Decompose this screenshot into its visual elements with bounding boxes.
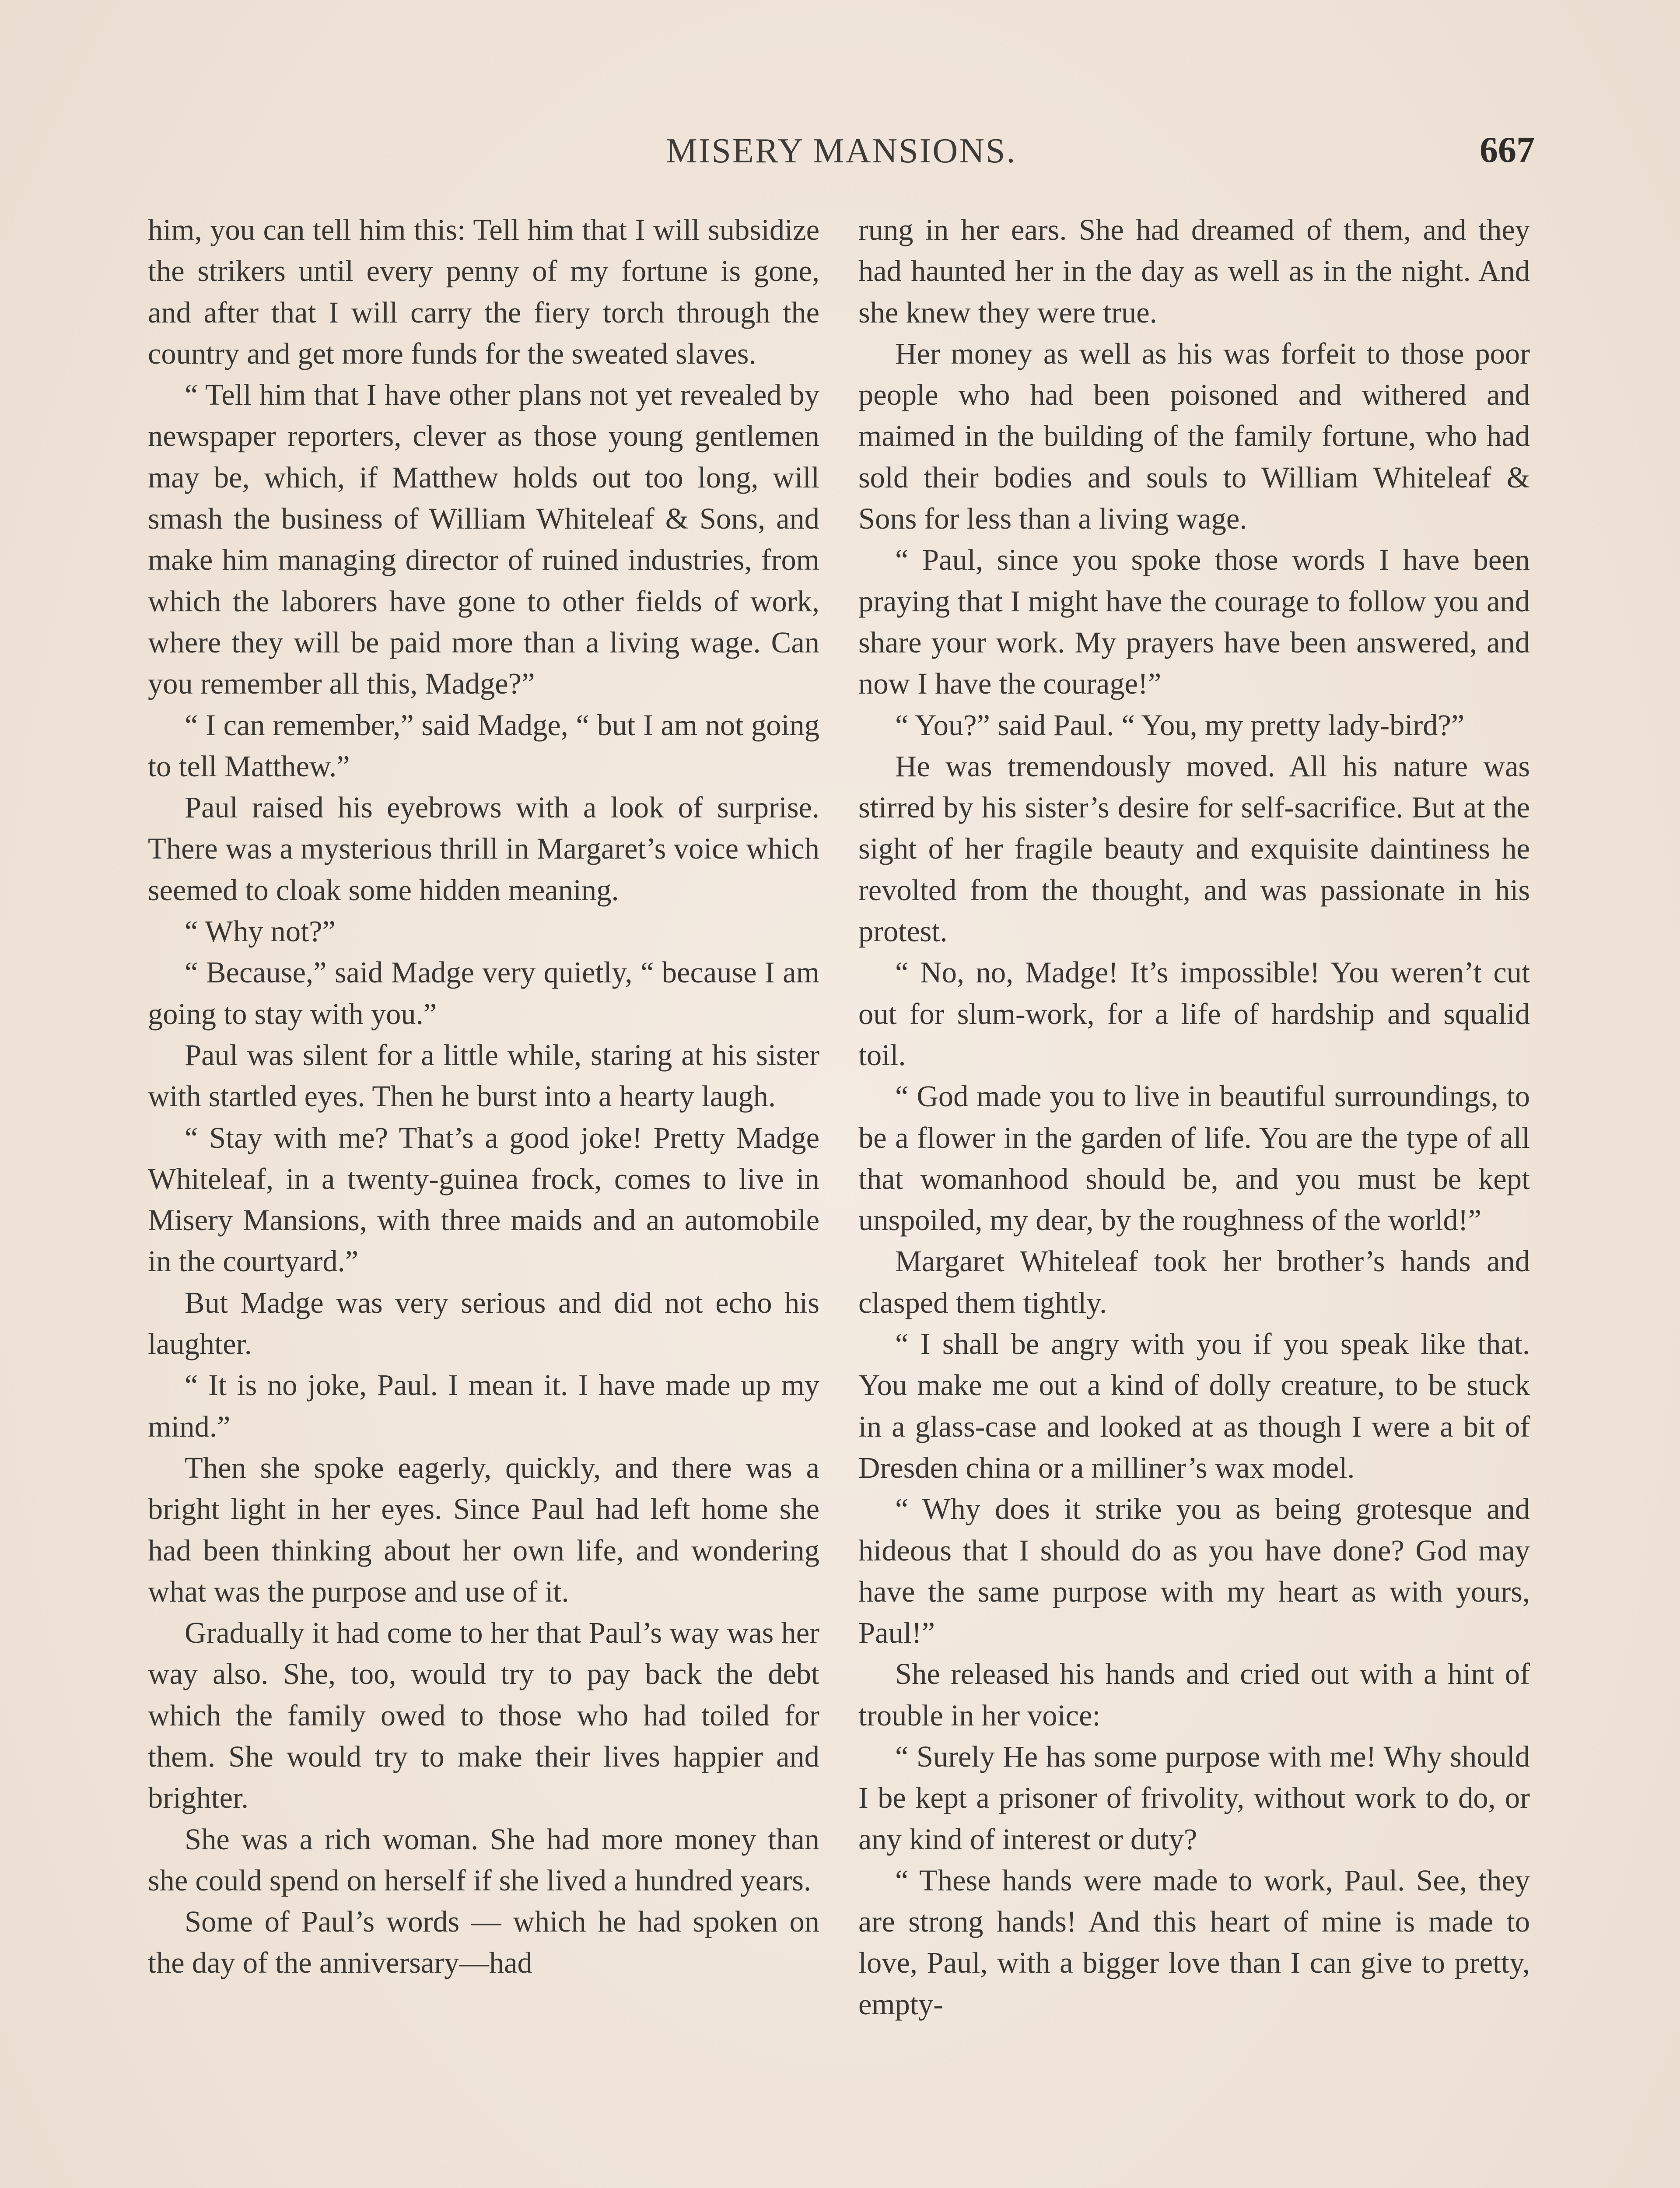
paragraph: Gradually it had come to her that Paul’s way was her way also. She, too, would try to pay back the debt which the family owed to those who had toiled for them. She would try to make their lives happier and brighter.	[148, 1616, 819, 1815]
paragraph: “ Why does it strike you as being grotesque and hideous that I should do as you have done? God may have the same purpose with my heart as with yours, Paul!”	[858, 1492, 1530, 1650]
paragraph: “ Stay with me? That’s a good joke! Pretty Madge Whiteleaf, in a twenty-guinea frock, comes to live in Misery Mansions, with three maids and an automobile in the courtyard.”	[148, 1121, 819, 1278]
paragraph: “ No, no, Madge! It’s impossible! You weren’t cut out for slum-work, for a life of hardship and squalid toil.	[858, 956, 1530, 1072]
paragraph: Some of Paul’s words — which he had spoken on the day of the anniversary—had	[148, 1905, 819, 1980]
right-column	[858, 209, 1530, 2025]
paragraph: him, you can tell him this: Tell him that I will subsidize the strikers until every penny of my fortune is gone, and after that I will carry the fiery torch through the country and get more funds for the sweated slaves.	[148, 213, 819, 370]
paragraph: “ I shall be angry with you if you speak like that. You make me out a kind of dolly creature, to be stuck in a glass-case and looked at as though I were a bit of Dresden china or a milliner’s wax model.	[858, 1327, 1530, 1484]
paragraph: But Madge was very serious and did not echo his laughter.	[148, 1286, 819, 1361]
paragraph: She released his hands and cried out with a hint of trouble in her voice:	[858, 1657, 1530, 1732]
paragraph: “ Tell him that I have other plans not yet revealed by newspaper reporters, clever as those young gentlemen may be, which, if Matthew holds out too long, will smash the business of William Whiteleaf & Sons, and make him managing director of ruined industries, from which the laborers have gone to other fields of work, where they will be paid more than a living wage. Can you remember all this, Madge?”	[148, 378, 819, 701]
paragraph: “ Because,” said Madge very quietly, “ because I am going to stay with you.”	[148, 956, 819, 1031]
running-head	[148, 131, 1535, 179]
paragraph: “ It is no joke, Paul. I mean it. I have made up my mind.”	[148, 1368, 819, 1443]
paragraph: “ You?” said Paul. “ You, my pretty lady-bird?”	[895, 708, 1465, 742]
page-number: 667	[1480, 130, 1535, 170]
paragraph: “ Surely He has some purpose with me! Why should I be kept a prisoner of frivolity, without work to do, or any kind of interest or duty?	[858, 1739, 1530, 1856]
left-column	[148, 209, 819, 1984]
paragraph: “ I can remember,” said Madge, “ but I am not going to tell Matthew.”	[148, 708, 819, 783]
paragraph: Her money as well as his was forfeit to those poor people who had been poisoned and withered and maimed in the building of the family fortune, who had sold their bodies and souls to William Whiteleaf & Sons for less than a living wage.	[858, 337, 1530, 536]
paragraph: Paul raised his eyebrows with a look of surprise. There was a mysterious thrill in Margaret’s voice which seemed to cloak some hidden meaning.	[148, 791, 819, 907]
paragraph: She was a rich woman. She had more money than she could spend on herself if she lived a hundred years.	[148, 1822, 819, 1897]
paragraph: Then she spoke eagerly, quickly, and there was a bright light in her eyes. Since Paul had left home she had been thinking about her own life, and wondering what was the purpose and use of it.	[148, 1451, 819, 1608]
paragraph: rung in her ears. She had dreamed of them, and they had haunted her in the day as well as in the night. And she knew they were true.	[858, 213, 1530, 329]
paragraph: “ Paul, since you spoke those words I have been praying that I might have the courage to follow you and share your work. My prayers have been answered, and now I have the courage!”	[858, 543, 1530, 701]
paragraph: “ God made you to live in beautiful surroundings, to be a flower in the garden of life. You are the type of all that womanhood should be, and you must be kept unspoiled, my dear, by the roughness of the world!”	[858, 1080, 1530, 1237]
paragraph: “ Why not?”	[185, 915, 336, 948]
paragraph: Margaret Whiteleaf took her brother’s hands and clasped them tightly.	[858, 1245, 1530, 1319]
paragraph: He was tremendously moved. All his nature was stirred by his sister’s desire for self-sacrifice. But at the sight of her fragile beauty and exquisite daintiness he revolted from the thought, and was passionate in his protest.	[858, 749, 1530, 948]
paragraph: Paul was silent for a little while, staring at his sister with startled eyes. Then he burst into a hearty laugh.	[148, 1038, 819, 1113]
running-title: MISERY MANSIONS.	[666, 132, 1017, 170]
paragraph: “ These hands were made to work, Paul. See, they are strong hands! And this heart of mine is made to love, Paul, with a bigger love than I can give to pretty, empty-	[858, 1863, 1530, 2021]
